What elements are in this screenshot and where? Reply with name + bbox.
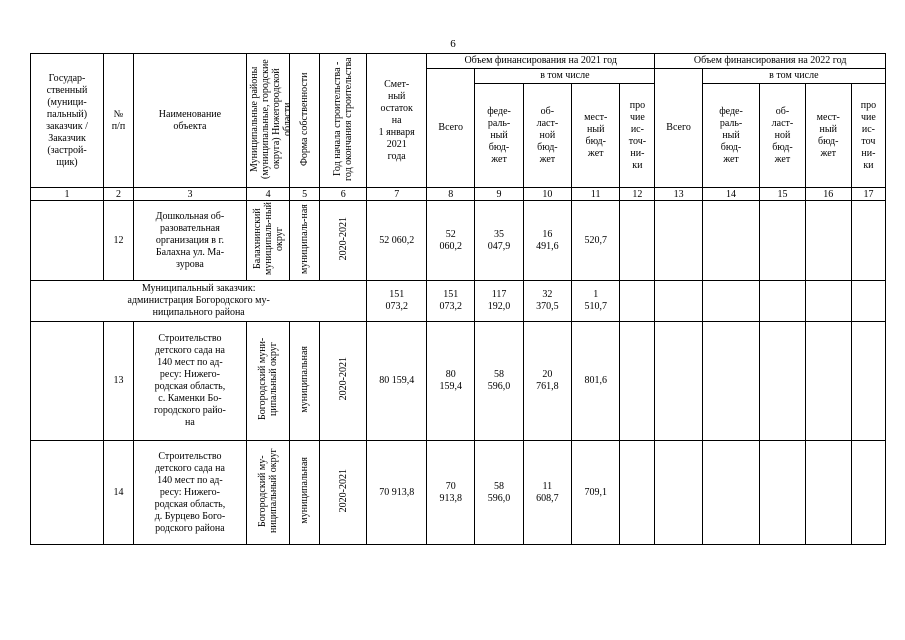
cell-balance: 70 913,8: [367, 441, 427, 545]
header-regional-2022: об- ласт- ной бюд- жет: [760, 84, 805, 188]
header-including-2021: в том числе: [475, 69, 655, 84]
header-balance: Смет- ный остаток на 1 января 2021 года: [367, 54, 427, 188]
cell-total-2021: 70 913,8: [427, 441, 475, 545]
cell-ownership: [290, 201, 320, 281]
cell-federal-2021: 117 192,0: [475, 281, 523, 322]
cell-ownership: [290, 441, 320, 545]
column-number: 1: [31, 188, 104, 201]
cell-years: [320, 441, 367, 545]
cell-regional-2021: 16 491,6: [523, 201, 571, 281]
years-text: 2020-2021: [337, 468, 349, 513]
header-row-1: [31, 54, 886, 69]
header-object-name: Наименование объекта: [133, 54, 246, 188]
header-years: Год начала строительства - год окончания строительства: [332, 56, 355, 181]
cell-other-2022: [851, 201, 885, 281]
cell-regional-2022: [760, 281, 805, 322]
cell-other-2022: [851, 441, 885, 545]
years-text: 2020-2021: [337, 216, 349, 261]
cell-balance: 80 159,4: [367, 322, 427, 441]
header-customer: Государ- ственный (муници- пальный) заказчик / Заказчик (застрой- щик): [31, 54, 104, 188]
header-including-2022: в том числе: [702, 69, 885, 84]
column-number: 7: [367, 188, 427, 201]
cell-balance: 52 060,2: [367, 201, 427, 281]
header-other-2021: про чие ис- точ- ни- ки: [620, 84, 655, 188]
cell-regional-2021: 20 761,8: [523, 322, 571, 441]
cell-local-2022: [805, 281, 851, 322]
financing-table: [30, 53, 886, 545]
cell-other-2021: [620, 281, 655, 322]
cell-federal-2022: [702, 441, 760, 545]
header-years-cell: [320, 54, 367, 188]
cell-years: [320, 322, 367, 441]
cell-federal-2022: [702, 322, 760, 441]
cell-other-2022: [851, 322, 885, 441]
cell-total-2022: [655, 281, 702, 322]
header-number: № п/п: [104, 54, 134, 188]
cell-federal-2021: 58 596,0: [475, 322, 523, 441]
cell-federal-2022: [702, 201, 760, 281]
header-total-2021: Всего: [427, 69, 475, 188]
cell-total-2022: [655, 441, 702, 545]
cell-regional-2021: 32 370,5: [523, 281, 571, 322]
column-number: 14: [702, 188, 760, 201]
cell-total-2022: [655, 201, 702, 281]
cell-other-2021: [620, 201, 655, 281]
header-municipality: Муниципальные районы (муниципальные, городские округа) Нижегородской области: [249, 58, 294, 179]
header-municipality-cell: [247, 54, 294, 188]
column-number: 13: [655, 188, 702, 201]
cell-customer: [31, 441, 104, 545]
cell-local-2022: [805, 322, 851, 441]
cell-other-2021: [620, 322, 655, 441]
years-text: 2020-2021: [337, 357, 349, 401]
header-local-2022: мест- ный бюд- жет: [805, 84, 851, 188]
column-number: 5: [290, 188, 320, 201]
cell-local-2022: [805, 201, 851, 281]
ownership-text: муниципальная: [299, 457, 311, 524]
column-number: 12: [620, 188, 655, 201]
header-fin-2021: Объем финансирования на 2021 год: [427, 54, 655, 69]
cell-municipality: [247, 201, 290, 281]
cell-object-name: Дошкольная об- разовательная организация в г. Балахна ул. Ма- зурова: [133, 201, 246, 281]
table-row: [31, 441, 886, 545]
cell-customer: [31, 201, 104, 281]
column-number: 16: [805, 188, 851, 201]
header-regional-2021: об- ласт- ной бюд- жет: [523, 84, 571, 188]
cell-municipal-customer: Муниципальный заказчик: администрация Богородского му- ниципального района: [31, 281, 367, 322]
cell-regional-2022: [760, 441, 805, 545]
column-number: 17: [851, 188, 885, 201]
header-local-2021: мест- ный бюд- жет: [572, 84, 620, 188]
cell-local-2021: 709,1: [572, 441, 620, 545]
header-federal-2021: феде- раль- ный бюд- жет: [475, 84, 523, 188]
cell-ownership: [290, 322, 320, 441]
table-row: [31, 201, 886, 281]
column-number: 4: [247, 188, 290, 201]
cell-number: 13: [104, 322, 134, 441]
cell-customer: [31, 322, 104, 441]
page-number: 6: [450, 38, 456, 50]
column-number: 10: [523, 188, 571, 201]
cell-municipality: [247, 441, 290, 545]
column-number: 11: [572, 188, 620, 201]
cell-local-2021: 1 510,7: [572, 281, 620, 322]
table-row: [31, 322, 886, 441]
column-number: 9: [475, 188, 523, 201]
cell-total-2022: [655, 322, 702, 441]
ownership-text: муниципаль-ная: [299, 203, 311, 274]
cell-federal-2022: [702, 281, 760, 322]
cell-balance: 151 073,2: [367, 281, 427, 322]
column-number: 8: [427, 188, 475, 201]
cell-federal-2021: 58 596,0: [475, 441, 523, 545]
cell-other-2022: [851, 281, 885, 322]
cell-number: 14: [104, 441, 134, 545]
header-ownership-cell: [290, 54, 320, 188]
column-number: 3: [133, 188, 246, 201]
cell-total-2021: 52 060,2: [427, 201, 475, 281]
customer-subtotal-row: [31, 281, 886, 322]
header-total-2022: Всего: [655, 69, 702, 188]
column-number: 6: [320, 188, 367, 201]
column-number-row: [31, 188, 886, 201]
municipality-text: Балахнинский муниципаль-ный округ: [251, 202, 285, 275]
header-ownership: Форма собственности: [299, 71, 311, 166]
cell-federal-2021: 35 047,9: [475, 201, 523, 281]
cell-object-name: Строительство детского сада на 140 мест по ад- ресу: Нижего- родская область, с. Каменки Бо- городского райо- на: [133, 322, 246, 441]
cell-other-2021: [620, 441, 655, 545]
municipality-text: Богородский му-ниципальный округ: [257, 448, 280, 533]
cell-total-2021: 80 159,4: [427, 322, 475, 441]
cell-local-2021: 520,7: [572, 201, 620, 281]
cell-regional-2022: [760, 322, 805, 441]
header-fin-2022: Объем финансирования на 2022 год: [655, 54, 886, 69]
cell-municipality: [247, 322, 290, 441]
ownership-text: муниципальная: [299, 345, 311, 413]
municipality-text: Богородский муни-ципальный округ: [257, 337, 280, 421]
header-other-2022: про чие ис- точ ни- ки: [851, 84, 885, 188]
column-number: 2: [104, 188, 134, 201]
cell-regional-2022: [760, 201, 805, 281]
cell-years: [320, 201, 367, 281]
cell-local-2021: 801,6: [572, 322, 620, 441]
cell-regional-2021: 11 608,7: [523, 441, 571, 545]
header-federal-2022: феде- раль- ный бюд- жет: [702, 84, 760, 188]
cell-total-2021: 151 073,2: [427, 281, 475, 322]
column-number: 15: [760, 188, 805, 201]
cell-number: 12: [104, 201, 134, 281]
cell-object-name: Строительство детского сада на 140 мест по ад- ресу: Нижего- родская область, д. Бурцево Бого- родского района: [133, 441, 246, 545]
cell-local-2022: [805, 441, 851, 545]
